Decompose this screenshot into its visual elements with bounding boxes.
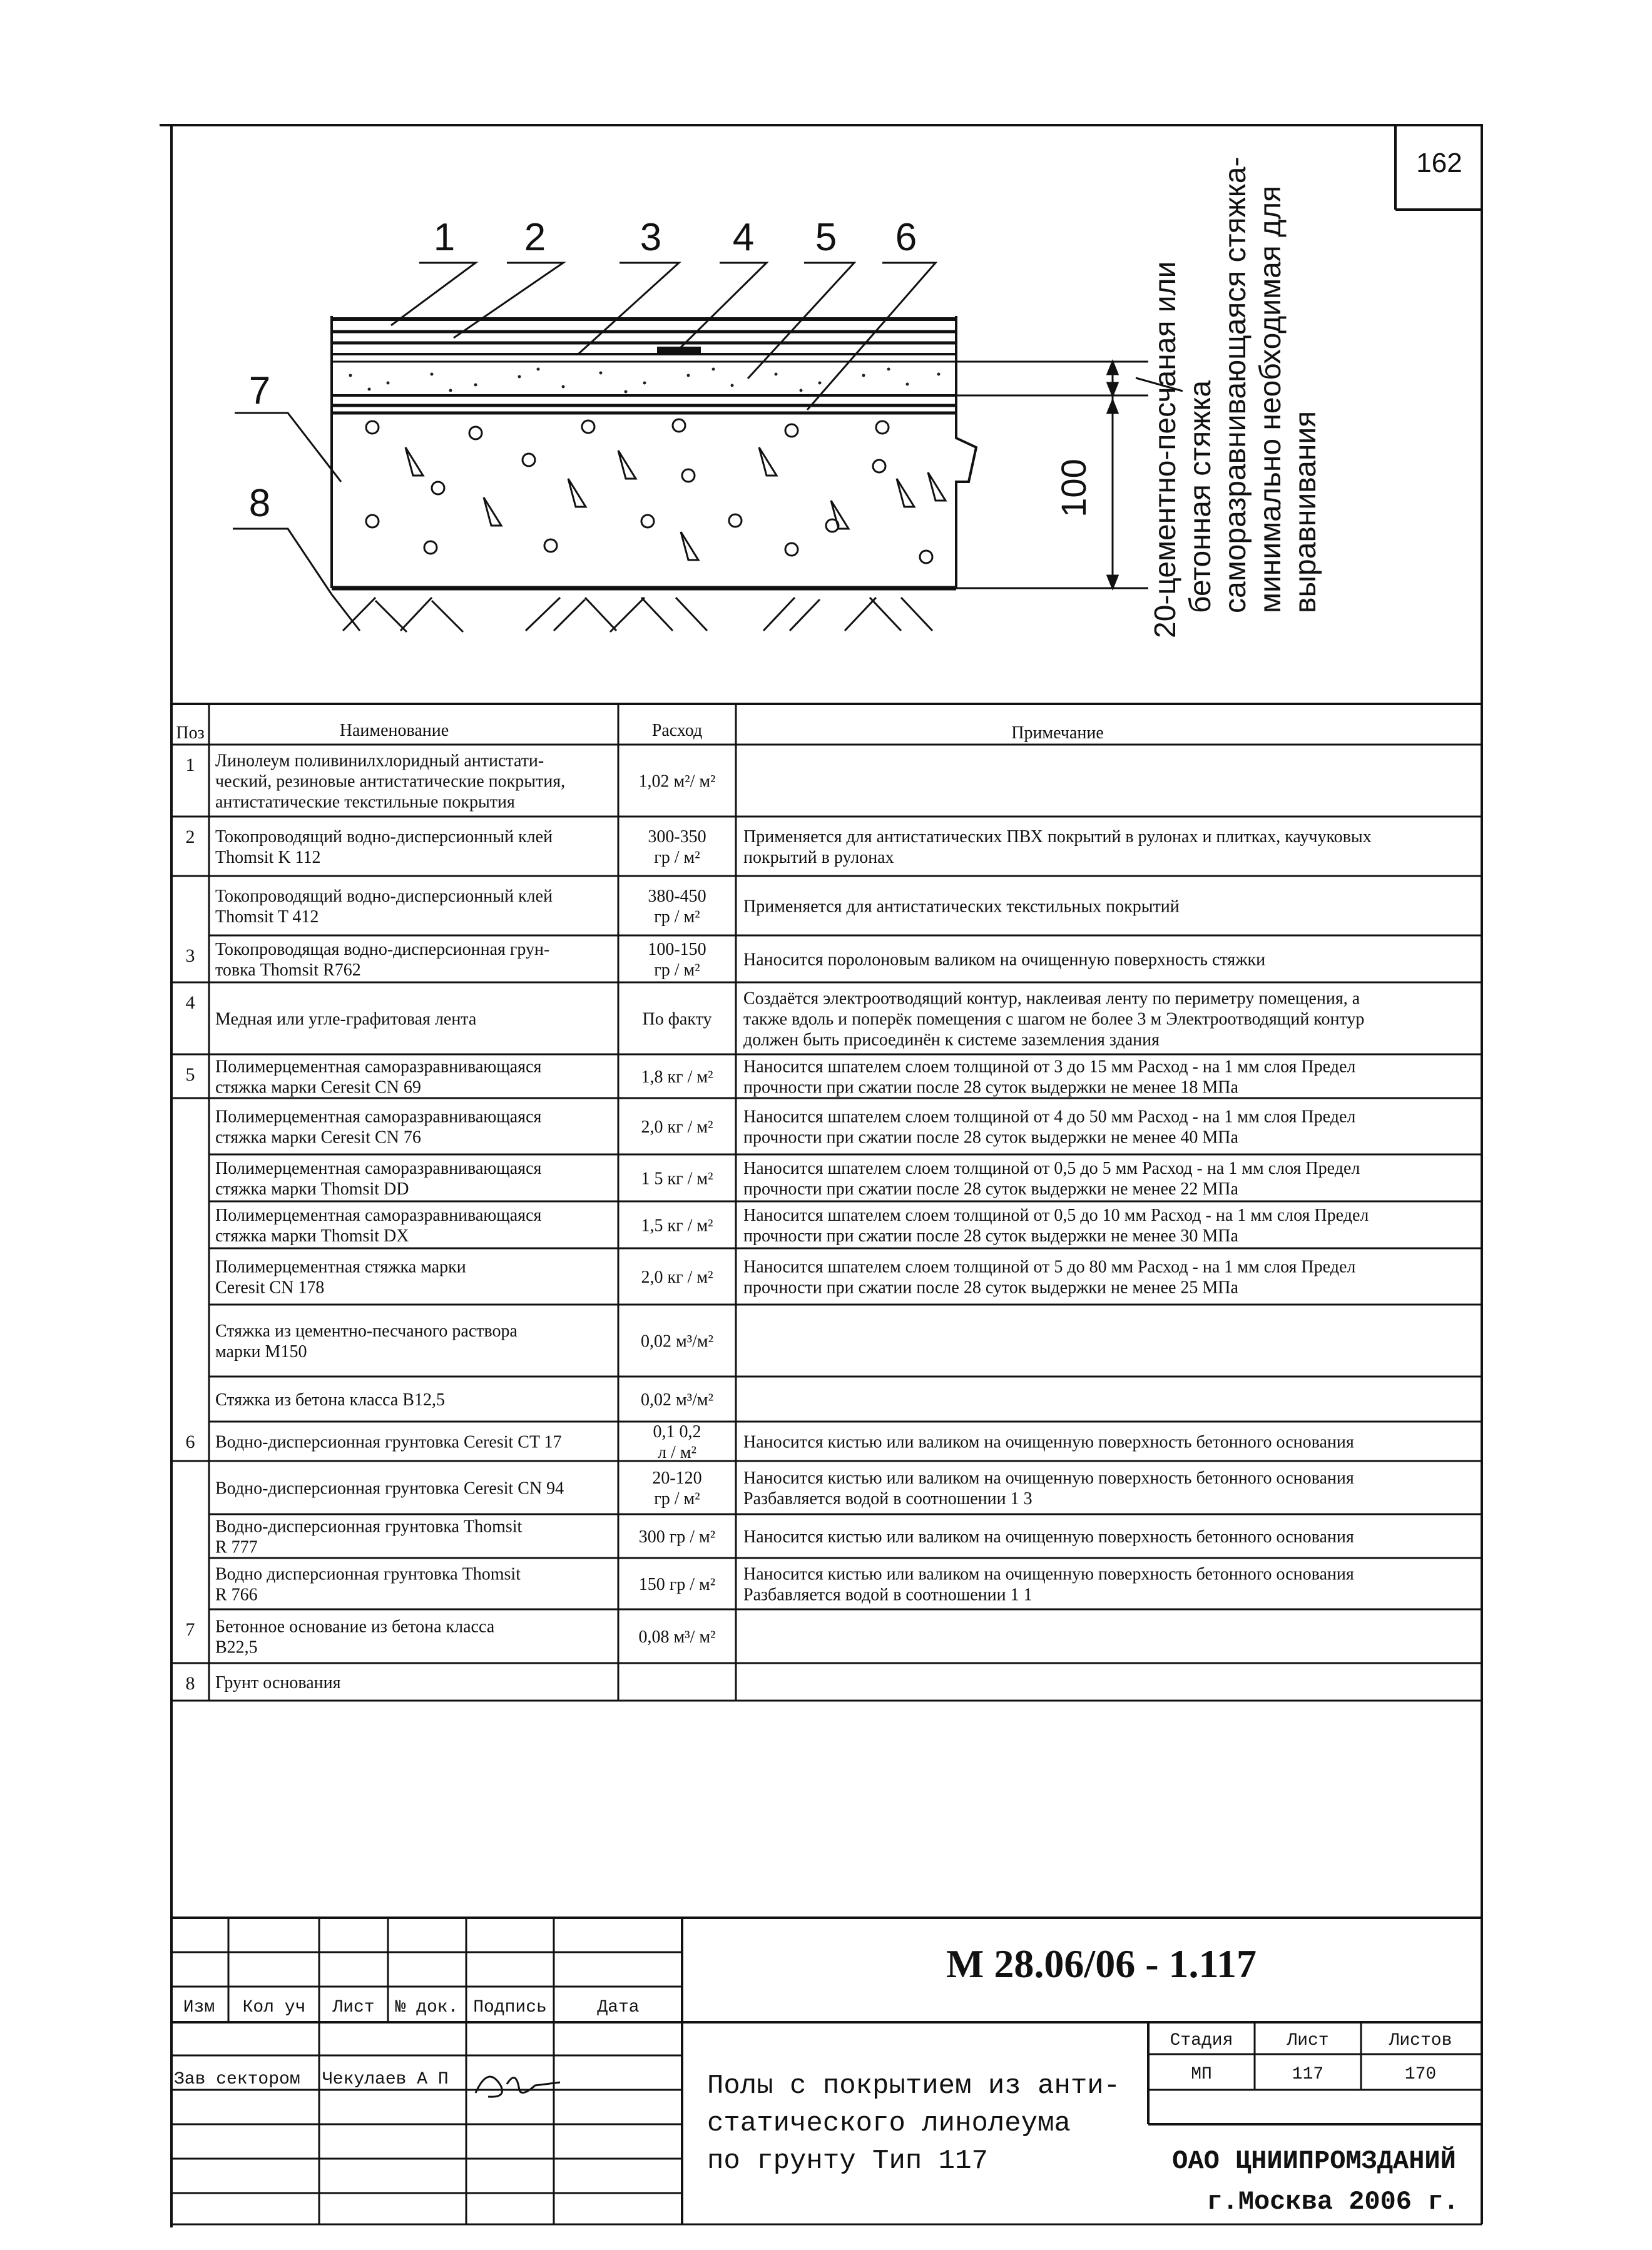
col-label-doc-no: № док. — [395, 1998, 459, 2017]
row-name: Токопроводящий водно-дисперсионный клей — [215, 827, 553, 847]
row-note: Наносится шпателем слоем толщиной от 5 до 80 мм Расход - на 1 мм слоя Предел — [743, 1257, 1356, 1277]
row-rate: 100-150 — [648, 939, 706, 959]
dimension-100: 100 — [1054, 459, 1093, 517]
row-rate: По факту — [642, 1009, 712, 1029]
side-note-line-1: 20-цементно-песчаная или — [1149, 261, 1182, 638]
row-rate: 1,5 кг / м² — [641, 1216, 713, 1236]
row-name: Ceresit CN 178 — [215, 1278, 325, 1298]
row-name: стяжка марки Thomsit DX — [215, 1226, 409, 1246]
row-name: Стяжка из бетона класса В12,5 — [215, 1390, 445, 1410]
row-rate: 0,08 м³/ м² — [638, 1627, 716, 1647]
row-note: Наносится шпателем слоем толщиной от 0,5 до 10 мм Расход - на 1 мм слоя Предел — [743, 1205, 1369, 1225]
row-name: стяжка марки Ceresit CN 76 — [215, 1128, 421, 1148]
row-note: Наносится шпателем слоем толщиной от 3 до 15 мм Расход - на 1 мм слоя Предел — [743, 1057, 1356, 1077]
row-position: 5 — [185, 1064, 195, 1085]
row-rate: 300 гр / м² — [638, 1527, 716, 1547]
row-note: покрытий в рулонах — [743, 847, 894, 867]
header-note: Примечание — [1011, 723, 1104, 743]
side-note-line-4: минимально необходимая для — [1254, 185, 1287, 613]
role-label: Зав сектором — [174, 2070, 300, 2089]
row-rate: 1,02 м²/ м² — [638, 771, 716, 792]
row-rate: гр / м² — [654, 847, 700, 867]
row-note: Наносится шпателем слоем толщиной от 0,5 до 5 мм Расход - на 1 мм слоя Предел — [743, 1158, 1360, 1178]
row-rate: 0,02 м³/м² — [640, 1331, 714, 1352]
row-note: Разбавляется водой в соотношении 1 3 — [743, 1489, 1032, 1509]
row-name: антистатические текстильные покрытия — [215, 792, 515, 812]
title-line-1: Полы с покрытием из анти- — [707, 2070, 1121, 2102]
callout-6: 6 — [895, 216, 917, 259]
row-name: ческий, резиновые антистатические покрытия, — [215, 771, 566, 792]
specification-table — [171, 704, 1482, 1701]
side-note-line-5: выравнивания — [1289, 410, 1322, 613]
signature-mark — [476, 2077, 560, 2097]
row-name: Токопроводящая водно-дисперсионная грун- — [215, 939, 550, 959]
row-rate: гр / м² — [654, 907, 700, 927]
row-name: Водно дисперсионная грунтовка Thomsit — [215, 1564, 521, 1584]
soil-hatching — [332, 594, 932, 632]
row-name: В22,5 — [215, 1637, 258, 1657]
row-name: Грунт основания — [215, 1672, 341, 1693]
row-note: Применяется для антистатических ПВХ покрытий в рулонах и плитках, каучуковых — [743, 827, 1372, 847]
row-position: 8 — [185, 1673, 195, 1694]
copper-tape — [657, 347, 701, 354]
screed-dots — [349, 368, 941, 394]
row-name: Стяжка из цементно-песчаного раствора — [215, 1321, 518, 1341]
callout-1: 1 — [433, 216, 456, 259]
row-name: Линолеум поливинилхлоридный антистати- — [215, 751, 544, 771]
row-note: Наносится кистью или валиком на очищенную поверхность бетонного основания — [743, 1432, 1354, 1452]
row-rate: 150 гр / м² — [638, 1574, 716, 1594]
row-name: Бетонное основание из бетона класса — [215, 1617, 495, 1637]
header-pos: Поз — [176, 723, 205, 743]
row-note: должен быть присоединён к системе заземления здания — [743, 1030, 1160, 1050]
row-position: 3 — [185, 945, 195, 966]
callout-4: 4 — [732, 216, 755, 259]
row-name: Thomsit T 412 — [215, 907, 319, 927]
row-name: стяжка марки Thomsit DD — [215, 1179, 409, 1199]
row-rate: 2,0 кг / м² — [641, 1117, 713, 1137]
sheet-label: Лист — [1287, 2031, 1329, 2050]
row-rate: 1,8 кг / м² — [641, 1067, 713, 1087]
sheets-label: Листов — [1389, 2031, 1452, 2050]
leader-lines — [233, 263, 936, 594]
side-note — [1149, 157, 1322, 638]
callout-2: 2 — [524, 216, 546, 259]
row-name: Токопроводящий водно-дисперсионный клей — [215, 886, 553, 906]
row-note: Наносится поролоновым валиком на очищенную поверхность стяжки — [743, 950, 1266, 970]
row-name: Полимерцементная саморазравнивающаяся — [215, 1158, 542, 1178]
col-label-izm: Изм — [183, 1998, 215, 2017]
row-note: Создаётся электроотводящий контур, наклеивая ленту по периметру помещения, а — [743, 989, 1360, 1009]
col-label-list: Лист — [332, 1998, 375, 2017]
concrete-aggregate — [366, 419, 946, 563]
row-name: марки М150 — [215, 1341, 307, 1362]
revision-column-labels — [183, 1998, 640, 2017]
row-rate: 2,0 кг / м² — [641, 1267, 713, 1287]
row-note: прочности при сжатии после 28 суток выдержки не менее 25 МПа — [743, 1278, 1238, 1298]
row-note: прочности при сжатии после 28 суток выдержки не менее 22 МПа — [743, 1179, 1238, 1199]
row-name: R 766 — [215, 1585, 258, 1605]
row-name: Водно-дисперсионная грунтовка Ceresit CN 94 — [215, 1479, 564, 1499]
row-note: также вдоль и поперёк помещения с шагом не более 3 м Электроотводящий контур — [743, 1009, 1365, 1029]
row-name: Медная или угле-графитовая лента — [215, 1009, 477, 1029]
row-name: R 777 — [215, 1537, 258, 1557]
title-line-3: по грунту Тип 117 — [707, 2146, 988, 2177]
row-note: прочности при сжатии после 28 суток выдержки не менее 40 МПа — [743, 1128, 1238, 1148]
row-name: Полимерцементная саморазравнивающаяся — [215, 1107, 542, 1127]
table-header — [176, 721, 1103, 743]
row-name: Полимерцементная стяжка марки — [215, 1257, 466, 1277]
sheet-value: 117 — [1292, 2065, 1324, 2084]
row-note: Разбавляется водой в соотношении 1 1 — [743, 1585, 1032, 1605]
row-rate: л / м² — [658, 1442, 696, 1462]
callout-5: 5 — [815, 216, 837, 259]
row-position: 1 — [185, 755, 195, 775]
row-position: 6 — [185, 1432, 195, 1452]
row-note: прочности при сжатии после 28 суток выдержки не менее 18 МПа — [743, 1077, 1238, 1097]
row-rate: 1 5 кг / м² — [641, 1169, 713, 1189]
row-rate: 20-120 — [652, 1468, 702, 1488]
row-position: 4 — [185, 992, 195, 1013]
col-label-date: Дата — [597, 1998, 640, 2017]
sheet-number: 162 — [1416, 148, 1462, 178]
stage-label: Стадия — [1170, 2031, 1233, 2050]
row-rate: 0,1 0,2 — [653, 1422, 701, 1442]
row-name: Полимерцементная саморазравнивающаяся — [215, 1057, 542, 1077]
row-position: 2 — [185, 827, 195, 847]
row-name: Водно-дисперсионная грунтовка Thomsit — [215, 1517, 523, 1537]
row-note: Наносится кистью или валиком на очищенную поверхность бетонного основания — [743, 1564, 1354, 1584]
side-note-line-2: бетонная стяжка — [1184, 380, 1217, 613]
title-block — [171, 1918, 1482, 2224]
row-rate: 380-450 — [648, 886, 706, 906]
callout-8: 8 — [248, 482, 271, 525]
header-name: Наименование — [339, 721, 449, 740]
row-rate: 300-350 — [648, 827, 706, 847]
row-name: товка Thomsit R762 — [215, 960, 361, 980]
row-name: стяжка марки Ceresit CN 69 — [215, 1077, 421, 1097]
organization-name: ОАО ЦНИИПРОМЗДАНИЙ — [1172, 2146, 1456, 2176]
stage-value: МП — [1191, 2065, 1212, 2084]
row-name: Thomsit K 112 — [215, 847, 321, 867]
floor-section-drawing — [233, 157, 1322, 638]
sheet-number-box — [1395, 125, 1482, 210]
row-name: Водно-дисперсионная грунтовка Ceresit CT 17 — [215, 1432, 562, 1452]
row-rate: гр / м² — [654, 1489, 700, 1509]
row-note: Наносится кистью или валиком на очищенную поверхность бетонного основания — [743, 1527, 1354, 1547]
col-label-kol-uch: Кол уч — [242, 1998, 306, 2017]
title-line-2: статического линолеума — [707, 2108, 1071, 2139]
document-title — [707, 2070, 1120, 2177]
header-rate: Расход — [651, 721, 703, 740]
city-year: г.Москва 2006 г. — [1206, 2187, 1459, 2217]
side-note-line-3: саморазравнивающаяся стяжка- — [1219, 156, 1252, 613]
callout-3: 3 — [640, 216, 662, 259]
col-label-signature: Подпись — [473, 1998, 547, 2017]
row-position: 7 — [185, 1619, 195, 1640]
row-rate: гр / м² — [654, 960, 700, 980]
callout-7: 7 — [248, 369, 271, 412]
row-note: Наносится шпателем слоем толщиной от 4 до 50 мм Расход - на 1 мм слоя Предел — [743, 1107, 1356, 1127]
row-note: прочности при сжатии после 28 суток выдержки не менее 30 МПа — [743, 1226, 1238, 1246]
row-rate: 0,02 м³/м² — [640, 1390, 714, 1410]
row-name: Полимерцементная саморазравнивающаяся — [215, 1205, 542, 1225]
sheets-value: 170 — [1404, 2065, 1437, 2084]
row-note: Применяется для антистатических текстильных покрытий — [743, 897, 1180, 917]
person-name: Чекулаев А П — [322, 2070, 449, 2089]
document-code: М 28.06/06 - 1.117 — [946, 1942, 1257, 1986]
row-note: Наносится кистью или валиком на очищенную поверхность бетонного основания — [743, 1468, 1354, 1488]
